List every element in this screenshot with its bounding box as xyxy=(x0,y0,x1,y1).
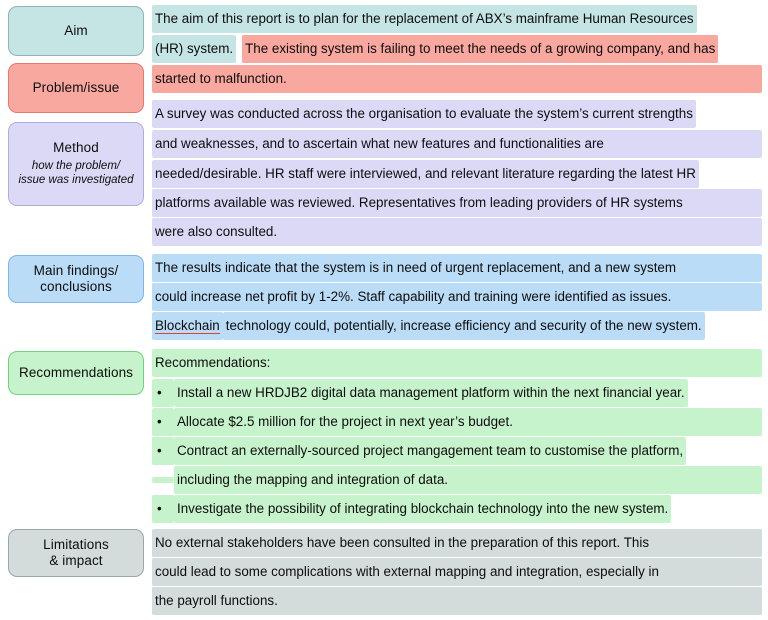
text-line xyxy=(152,133,762,155)
text-line xyxy=(152,315,705,337)
report-text-column xyxy=(152,0,768,620)
bullet-marker: • xyxy=(152,379,174,407)
text-line xyxy=(152,38,718,60)
text-line xyxy=(152,561,762,583)
text-segment: Allocate $2.5 million for the project in next year’s budget. xyxy=(174,408,762,436)
text-segment: Contract an externally-sourced project mangagement team to customise the platform, xyxy=(174,437,686,465)
section-label-title: Aim xyxy=(64,23,88,39)
text-line xyxy=(152,192,762,214)
bullet-text-line xyxy=(152,411,762,433)
text-segment: A survey was conducted across the organisation to evaluate the system’s current strengths xyxy=(152,100,696,128)
text-segment: No external stakeholders have been consulted in the preparation of this report. This xyxy=(152,529,762,557)
text-segment: platforms available was reviewed. Representatives from leading providers of HR systems xyxy=(152,189,762,217)
bullet-text-line xyxy=(152,498,671,520)
text-segment: Investigate the possibility of integrating blockchain technology into the new system. xyxy=(174,495,671,523)
spellcheck-flagged-word: Blockchain xyxy=(155,317,220,333)
section-label-findings[interactable] xyxy=(8,255,144,303)
text-segment: needed/desirable. HR staff were interviewed, and relevant literature regarding the latest HR xyxy=(152,160,699,188)
section-label-title-line2: & impact xyxy=(49,553,103,568)
section-label-title: Limitations xyxy=(43,537,109,553)
section-label-method[interactable] xyxy=(8,122,144,206)
section-label-title-line2: conclusions xyxy=(40,279,112,294)
text-line xyxy=(152,286,762,308)
text-segment: the payroll functions. xyxy=(152,587,762,615)
text-segment: could increase net profit by 1-2%. Staff capability and training were identified as issues. xyxy=(152,283,762,311)
text-segment: The aim of this report is to plan for the replacement of ABX’s mainframe Human Resources xyxy=(152,5,697,33)
text-line xyxy=(152,221,762,243)
section-label-title: Main findings/ xyxy=(33,263,119,279)
text-segment: and weaknesses, and to ascertain what new features and functionalities are xyxy=(152,130,762,158)
text-segment: technology could, potentially, increase efficiency and security of the new system. xyxy=(223,312,705,340)
bullet-text-line xyxy=(152,382,688,404)
section-label-limitations[interactable] xyxy=(8,529,144,577)
text-line xyxy=(152,163,699,185)
section-label-aim[interactable] xyxy=(8,6,144,56)
section-label-problem[interactable] xyxy=(8,63,144,113)
text-segment: started to malfunction. xyxy=(152,65,762,93)
text-segment: (HR) system. xyxy=(152,35,236,63)
bullet-text-line xyxy=(152,469,762,491)
text-segment: The results indicate that the system is in need of urgent replacement, and a new system xyxy=(152,254,762,282)
section-label-title: Method xyxy=(53,140,99,156)
text-segment: including the mapping and integration of data. xyxy=(174,466,762,494)
text-segment: could lead to some complications with external mapping and integration, especially in xyxy=(152,558,762,586)
bullet-marker: • xyxy=(152,495,174,523)
section-label-recommendations[interactable] xyxy=(8,351,144,395)
text-line xyxy=(152,352,762,374)
section-label-title: Recommendations xyxy=(18,365,134,381)
text-segment: Install a new HRDJB2 digital data management platform within the next financial year. xyxy=(174,379,688,407)
text-segment xyxy=(152,312,223,340)
section-label-subtitle: how the problem/ xyxy=(31,160,121,173)
text-line xyxy=(152,103,696,125)
text-line xyxy=(152,8,697,30)
bullet-marker xyxy=(152,477,174,483)
section-label-subtitle-line2: issue was investigated xyxy=(18,174,134,187)
bullet-marker: • xyxy=(152,408,174,436)
text-line xyxy=(152,68,762,90)
text-line xyxy=(152,590,762,612)
bullet-text-line xyxy=(152,440,686,462)
text-line xyxy=(152,532,762,554)
text-segment: were also consulted. xyxy=(152,218,762,246)
section-label-title: Problem/issue xyxy=(32,80,120,96)
text-segment: The existing system is failing to meet the needs of a growing company, and has xyxy=(242,35,718,63)
bullet-marker: • xyxy=(152,437,174,465)
text-line xyxy=(152,257,762,279)
text-segment: Recommendations: xyxy=(152,349,762,377)
